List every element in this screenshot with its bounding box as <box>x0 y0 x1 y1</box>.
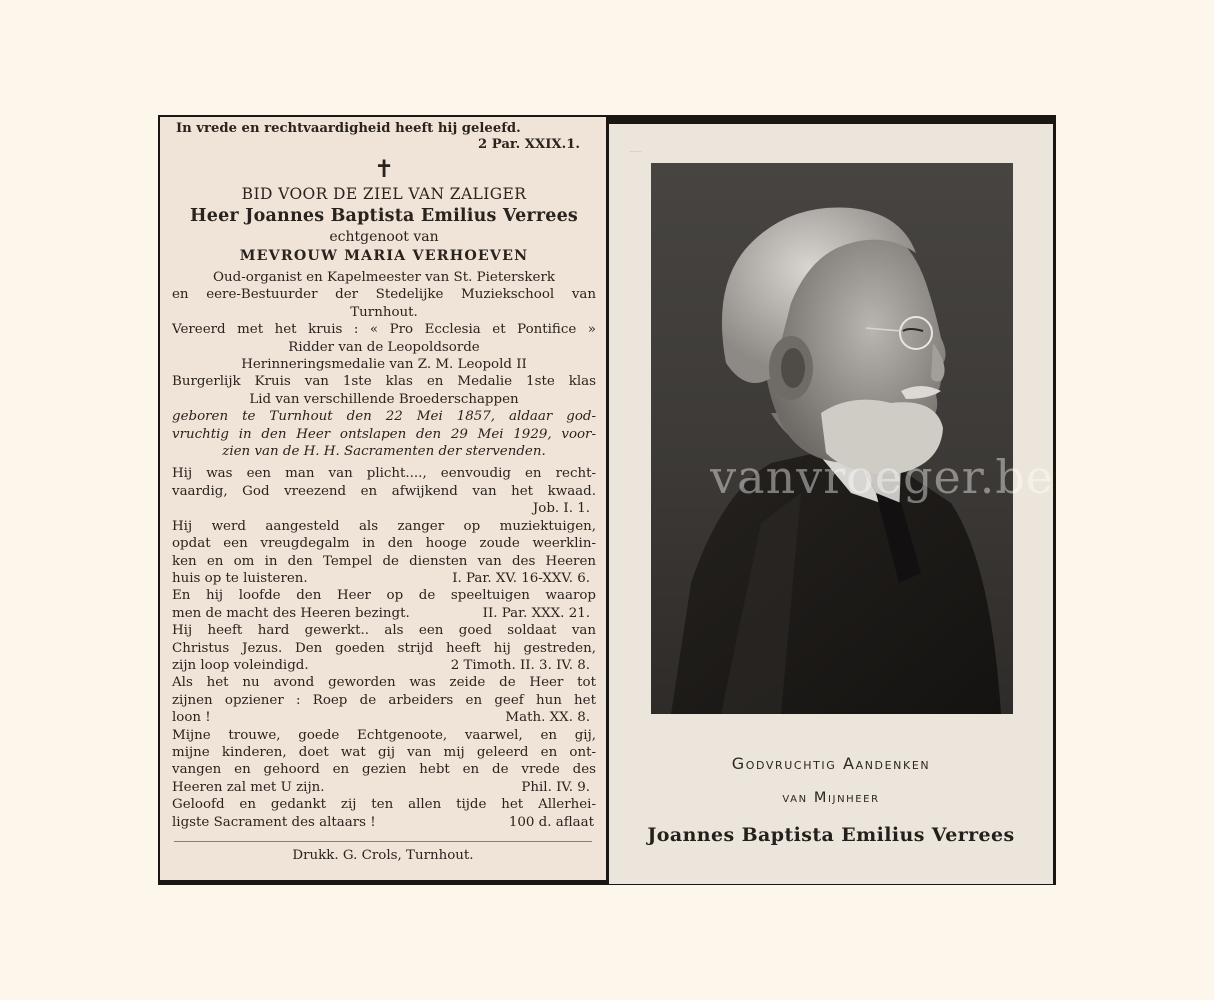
verse-line-with-reference <box>172 570 596 587</box>
caption-of-sir: van Mijnheer <box>782 790 880 806</box>
farewell-line: Mijne trouwe, goede Echtgenoote, vaarwel, en gij, <box>172 727 596 743</box>
verse-reference: Job. I. 1. <box>532 501 590 517</box>
caption-name: Joannes Baptista Emilius Verrees <box>647 824 1015 846</box>
cross-icon: ✝ <box>373 155 395 183</box>
prayer-line: ligste Sacrament des altaars ! <box>172 814 376 830</box>
verse-line: Hij was een man van plicht...., eenvoudig en recht- <box>172 466 596 482</box>
honor-line: Herinneringsmedalie van Z. M. Leopold II <box>241 357 527 373</box>
verse-line: Hij heeft hard gewerkt.. als een goed soldaat van <box>172 623 596 639</box>
spouse-intro: echtgenoot van <box>329 229 439 245</box>
site-watermark: vanvroeger.be <box>710 450 1054 504</box>
verse-reference: Math. XX. 8. <box>505 710 590 726</box>
honor-line: Lid van verschillende Broederschappen <box>249 391 519 407</box>
farewell-line: Heeren zal met U zijn. <box>172 779 325 795</box>
verse-reference: Phil. IV. 9. <box>521 779 590 795</box>
verse-line: En hij loofde den Heer op de speeltuigen waarop <box>172 588 596 604</box>
prayer-line: Geloofd en gedankt zij ten allen tijde het Allerhei- <box>172 797 596 813</box>
caption-remembrance: Godvruchtig Aandenken <box>731 754 931 773</box>
verse-reference: 2 Timoth. II. 3. IV. 8. <box>450 657 590 673</box>
show-through-text: — <box>629 144 642 159</box>
honor-line: Burgerlijk Kruis van 1ste klas en Medalie 1ste klas <box>172 374 596 390</box>
birth-death-line: zien van de H. H. Sacramenten der stervenden. <box>222 444 546 460</box>
spouse-name: MEVROUW MARIA VERHOEVEN <box>239 248 529 264</box>
verse-line: ken en om in den Tempel de diensten van des Heeren <box>172 553 596 569</box>
verse-line: vaardig, God vreezend en afwijkend van het kwaad. <box>172 483 596 499</box>
verse-reference: I. Par. XV. 16-XXV. 6. <box>452 570 590 586</box>
printer-credit: Drukk. G. Crols, Turnhout. <box>292 847 474 863</box>
verse-line: Als het nu avond geworden was zeide de Heer tot <box>172 675 596 691</box>
epigraph-reference: 2 Par. XXIX.1. <box>477 137 580 152</box>
verse-line-with-reference <box>172 709 596 726</box>
verse-line: men de macht des Heeren bezingt. <box>172 605 410 621</box>
verse-line: Christus Jezus. Den goeden strijd heeft hij gestreden, <box>172 640 596 656</box>
prayer-line-with-indulgence <box>172 814 596 831</box>
verse-line: zijn loop voleindigd. <box>172 657 309 673</box>
divider <box>174 841 592 842</box>
verse-line-with-reference <box>172 779 596 796</box>
honor-line: Ridder van de Leopoldsorde <box>288 339 480 355</box>
verse-line: huis op te luisteren. <box>172 570 308 586</box>
verse-reference: II. Par. XXX. 21. <box>482 605 590 621</box>
role-line: Turnhout. <box>350 304 418 320</box>
portrait-illustration <box>651 163 1013 714</box>
farewell-line: vangen en gehoord en gezien hebt en de vrede des <box>172 762 596 778</box>
birth-death-line: geboren te Turnhout den 22 Mei 1857, aldaar god- <box>172 409 596 425</box>
farewell-line: mijne kinderen, doet wat gij van mij geleerd en ont- <box>172 744 596 760</box>
verse-line: Hij werd aangesteld als zanger op muziektuigen, <box>172 518 596 534</box>
verse-line: zijnen opziener : Roep de arbeiders en geef hun het <box>172 692 596 708</box>
epigraph: In vrede en rechtvaardigheid heeft hij geleefd. <box>176 121 521 136</box>
verse-line-with-reference <box>172 605 596 622</box>
prayer-heading: BID VOOR DE ZIEL VAN ZALIGER <box>241 185 527 203</box>
role-line: Oud-organist en Kapelmeester van St. Pieterskerk <box>213 270 555 285</box>
deceased-name: Heer Joannes Baptista Emilius Verrees <box>190 206 578 226</box>
verse-line: opdat een vreugdegalm in den hooge zoude weerklin- <box>172 536 596 552</box>
birth-death-line: vruchtig in den Heer ontslapen den 29 Mei 1929, voor- <box>172 426 596 442</box>
verse-line: loon ! <box>172 710 211 726</box>
indulgence-note: 100 d. aflaat <box>508 814 594 830</box>
portrait-photo <box>651 163 1013 714</box>
verse-line-with-reference <box>172 657 596 674</box>
role-line: en eere-Bestuurder der Stedelijke Muziekschool van <box>172 287 596 303</box>
honor-line: Vereerd met het kruis : « Pro Ecclesia et Pontifice » <box>172 322 596 338</box>
